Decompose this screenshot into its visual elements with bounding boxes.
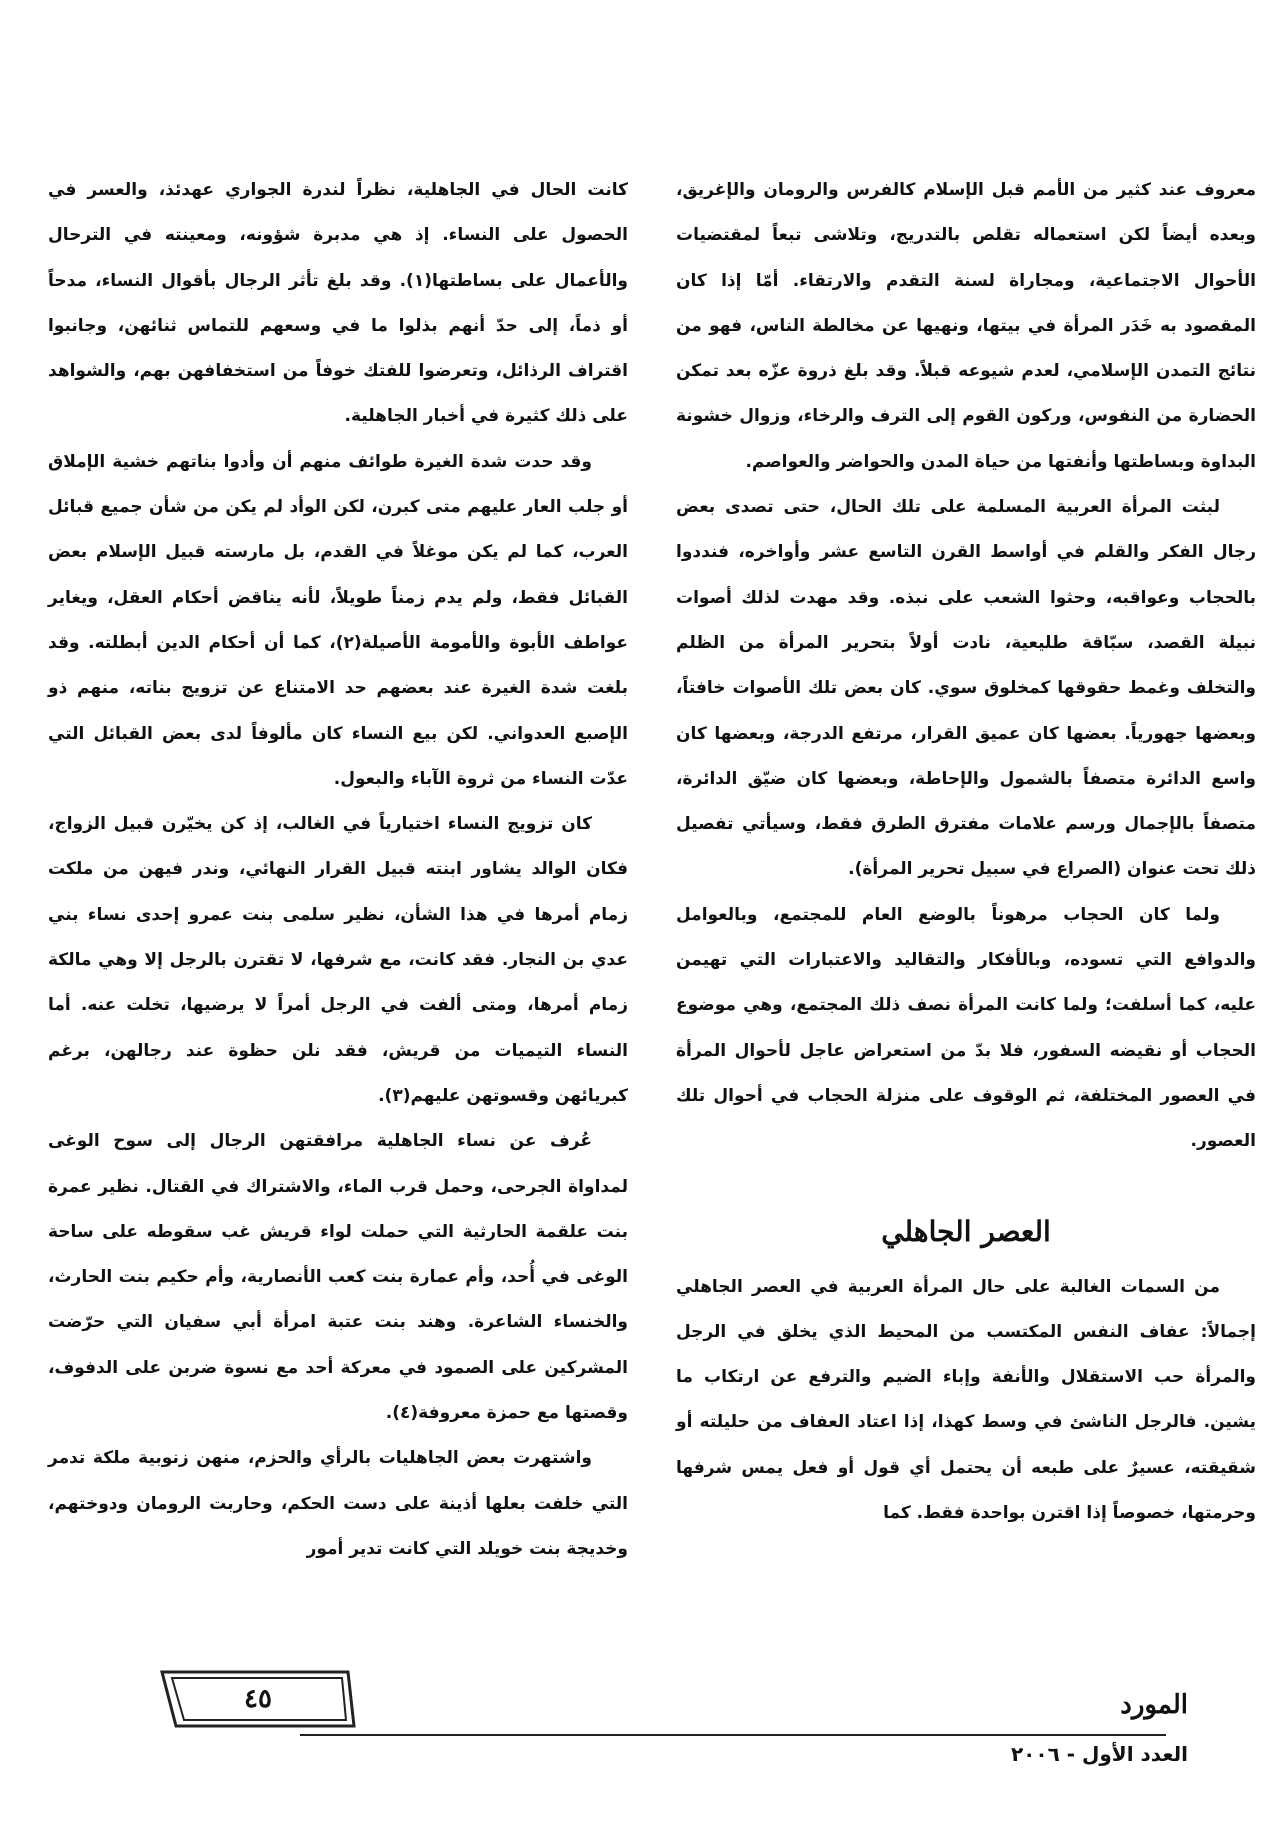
paragraph: معروف عند كثير من الأمم قبل الإسلام كالفرس والرومان والإغريق، وبعده أيضاً لكن استعماله تقلص بالتدريج، وتلاشى تبعاً لمقتضيات الأحوال الاجتماعية، ومجاراة لسنة التقدم والارتقاء. أمّا إذا كان المقصود به خَدَر المرأة في بيتها، ونهيها عن مخالطة الناس، فهو من نتائج التمدن الإسلامي، لعدم شيوعه قبلاً. وقد بلغ ذروة عزّه بعد تمكن الحضارة من النفوس، وركون القوم إلى الترف والرخاء، وزوال خشونة البداوة وبساطتها وأنفتها من حياة المدن والحواضر والعواصم. <box>676 180 1256 472</box>
left-column <box>48 168 628 1572</box>
journal-name: المورد <box>1120 1690 1188 1720</box>
paragraph: عُرف عن نساء الجاهلية مرافقتهن الرجال إلى سوح الوغى لمداواة الجرحى، وحمل قرب الماء، والاشتراك في القتال. نظير عمرة بنت علقمة الحارثية التي حملت لواء قريش غب سقوطه على ساحة الوغى في أُحد، وأم عمارة بنت كعب الأنصارية، وأم حكيم بنت الحارث، والخنساء الشاعرة. وهند بنت عتبة امرأة أبي سفيان التي حرّضت المشركين على الصمود في معركة أحد مع نسوة ضربن على الدفوف، وقصتها مع حمزة معروفة(٤). <box>48 1131 628 1424</box>
paragraph: وقد حدت شدة الغيرة طوائف منهم أن وأدوا بناتهم خشية الإملاق أو جلب العار عليهم متى كبرن، لكن الوأد لم يكن من شأن جميع قبائل العرب، كما لم يكن موغلاً في القدم، بل مارسته قبيل الإسلام بعض القبائل فقط، ولم يدم زمناً طويلاً، لأنه يناقض أحكام العقل، ويغاير عواطف الأبوة والأمومة الأصيلة(٢)، كما أن أحكام الدين أبطلته. وقد بلغت شدة الغيرة عند بعضهم حد الامتناع عن تزويج بناته، منهم ذو الإصبع العدواني. لكن بيع النساء كان مألوفاً لدى بعض القبائل التي عدّت النساء من ثروة الآباء والبعول. <box>48 451 628 789</box>
right-column <box>676 168 1256 1536</box>
section-heading: العصر الجاهلي <box>881 1214 1051 1248</box>
paragraph: كانت الحال في الجاهلية، نظراً لندرة الجواري عهدئذ، والعسر في الحصول على النساء. إذ هي مدبرة شؤونه، ومعينته في الترحال والأعمال على بساطتها(١). وقد بلغ تأثر الرجال بأقوال النساء، مدحاً أو ذماً، إلى حدّ أنهم بذلوا ما في وسعهم للتماس ثنائهن، وجانبوا اقتراف الرذائل، وتعرضوا للفتك خوفاً من استخفافهن بهم، والشواهد على ذلك كثيرة في أخبار الجاهلية. <box>48 180 628 427</box>
paragraph: لبثت المرأة العربية المسلمة على تلك الحال، حتى تصدى بعض رجال الفكر والقلم في أواسط القرن التاسع عشر وأواخره، فنددوا بالحجاب وعواقبه، وحثوا الشعب على نبذه. وقد مهدت لذلك أصوات نبيلة القصد، سبّاقة طليعية، نادت أولاً بتحرير المرأة من الظلم والتخلف وغمط حقوقها كمخلوق سوي. كان بعض تلك الأصوات خافتاً، وبعضها جهورياً. بعضها كان عميق القرار، مرتفع الدرجة، وبعضها كان واسع الدائرة متصفاً بالشمول والإحاطة، وبعضها كان ضيّق الدائرة، متصفاً بالإجمال ورسم علامات مفترق الطرق فقط، وسيأتي تفصيل ذلك تحت عنوان (الصراع في سبيل تحرير المرأة). <box>676 497 1256 880</box>
paragraph: ولما كان الحجاب مرهوناً بالوضع العام للمجتمع، وبالعوامل والدوافع التي تسوده، وبالأفكار والتقاليد والاعتبارات التي تهيمن عليه، كما أسلفت؛ ولما كانت المرأة نصف ذلك المجتمع، وهي موضوع الحجاب أو نقيضه السفور، فلا بدّ من استعراض عاجل لأحوال المرأة في العصور المختلفة، ثم الوقوف على منزلة الحجاب في أحوال تلك العصور. <box>676 904 1256 1152</box>
footer-divider <box>300 1734 1166 1736</box>
page-number-tab <box>158 1668 358 1730</box>
paragraph: كان تزويج النساء اختيارياً في الغالب، إذ كن يخيّرن قبيل الزواج، فكان الوالد يشاور ابنته قبيل القرار النهائي، وندر فيهن من ملكت زمام أمرها في هذا الشأن، نظير سلمى بنت عمرو إحدى نساء بني عدي بن النجار. فقد كانت، مع شرفها، لا تقترن بالرجل إلا وهي مالكة زمام أمرها، ومتى ألفت في الرجل أمراً لا يرضيها، تخلت عنه. أما النساء التيميات من قريش، فقد نلن حظوة عند رجالهن، برغم كبريائهن وقسوتهن عليهم(٣). <box>48 814 628 1106</box>
page-number: ٤٥ <box>244 1684 272 1714</box>
paragraph: واشتهرت بعض الجاهليات بالرأي والحزم، منهن زنوبية ملكة تدمر التي خلفت بعلها أذينة على دست الحكم، وحاربت الرومان ودوختهم، وخديجة بنت خويلد التي كانت تدير أمور <box>48 1448 628 1559</box>
paragraph: من السمات الغالبة على حال المرأة العربية في العصر الجاهلي إجمالاً: عفاف النفس المكتسب من المحيط الذي يخلق في الرجل والمرأة حب الاستقلال والأنفة وإباء الضيم والترفع عن ارتكاب ما يشين. فالرجل الناشئ في وسط كهذا، إذا اعتاد العفاف من حليلته أو شقيقته، عسيرٌ على طبعه أن يحتمل أي قول أو فعل يمس شرفها وحرمتها، خصوصاً إذا اقترن بواحدة فقط. كما <box>676 1276 1256 1524</box>
issue-info: العدد الأول - ٢٠٠٦ <box>1010 1742 1188 1766</box>
